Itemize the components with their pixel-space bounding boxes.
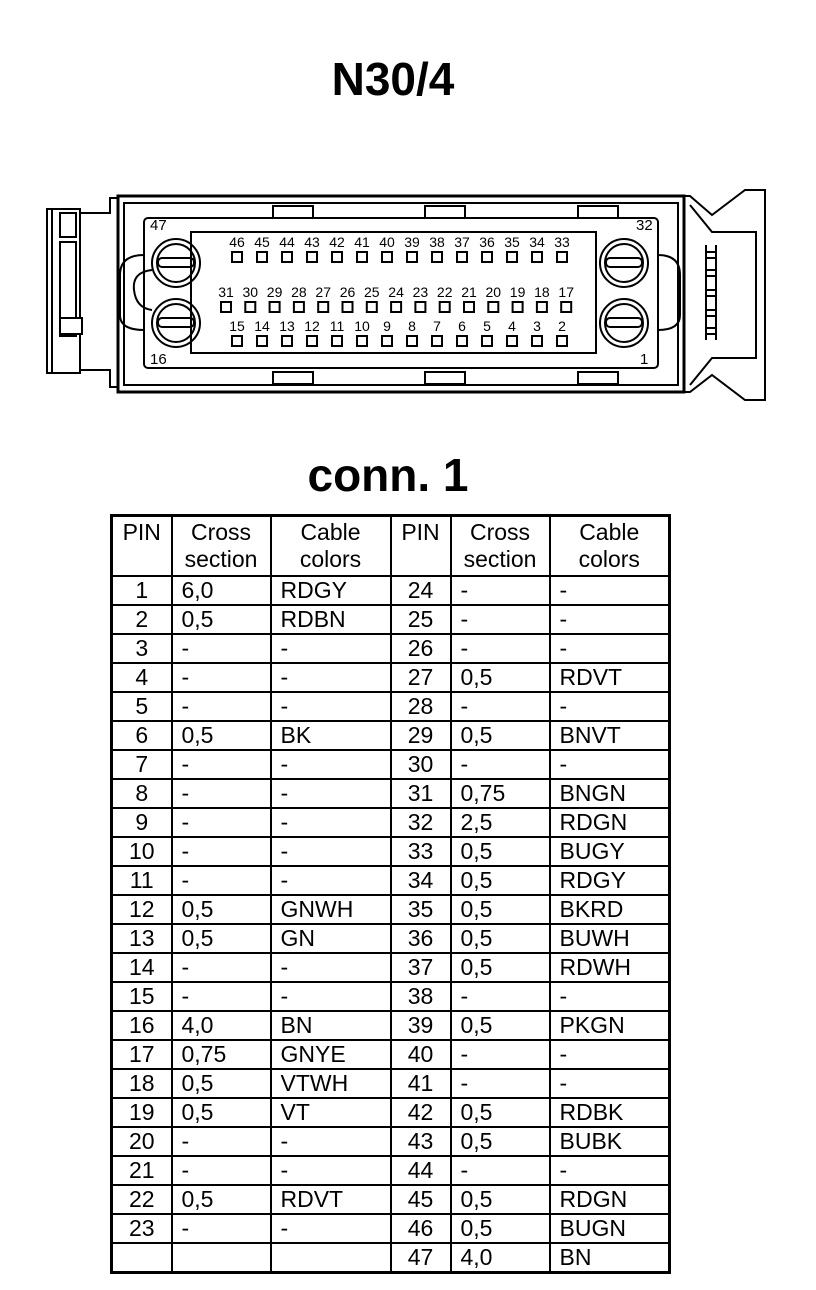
pin-socket [557,336,567,346]
table-row [112,779,670,808]
cell-pin-left: 4 [112,663,172,692]
cell-cross-section-right: 2,5 [451,808,550,837]
pin-number-label: 15 [229,318,245,334]
cell-pin-right: 46 [391,1214,451,1243]
cell-cable-color-right: - [550,576,670,605]
cell-cross-section-left: 0,75 [172,1040,271,1069]
pin-number-label: 39 [404,234,420,250]
pin-socket [382,252,392,262]
cell-cross-section-right: 0,5 [451,866,550,895]
pin-socket [457,336,467,346]
cell-cross-section-right: 0,5 [451,895,550,924]
table-row [112,1214,670,1243]
header-cable-colors-right: Cable colors [550,516,670,577]
cell-cable-color-left: BN [271,1011,391,1040]
pin-number-label: 4 [508,318,516,334]
pin-number-label: 23 [412,284,429,300]
pin-number-label: 43 [304,234,320,250]
cell-cross-section-right: - [451,576,550,605]
pin-socket [507,252,517,262]
pin-number-label: 31 [218,284,234,300]
cell-cross-section-right: 0,5 [451,1011,550,1040]
cell-pin-right: 41 [391,1069,451,1098]
cell-cross-section-right: - [451,692,550,721]
cell-cable-color-right: BUBK [550,1127,670,1156]
screw-bottom-right [600,299,648,347]
cell-cable-color-right: BNVT [550,721,670,750]
table-row [112,1011,670,1040]
cell-cable-color-right: BKRD [550,895,670,924]
cell-cross-section-left: - [172,837,271,866]
cell-cable-color-right: - [550,605,670,634]
screw-top-left [152,239,200,287]
table-row [112,1156,670,1185]
header-cross-section-right: Cross section [451,516,550,577]
cell-pin-right: 34 [391,866,451,895]
cell-pin-right: 38 [391,982,451,1011]
pin-socket [482,252,492,262]
cell-cross-section-right: - [451,634,550,663]
pin-socket [357,336,367,346]
table-row [112,692,670,721]
cell-pin-right: 37 [391,953,451,982]
pin-number-label: 19 [509,284,526,300]
cell-pin-left: 19 [112,1098,172,1127]
cell-cable-color-right: RDGN [550,1185,670,1214]
pin-socket [557,252,567,262]
table-row [112,982,670,1011]
cell-cable-color-left [271,1243,391,1273]
pin-number-label: 6 [458,318,466,334]
right-latch [684,190,765,400]
cell-pin-left: 2 [112,605,172,634]
pin-socket [257,252,267,262]
pin-socket [343,302,353,312]
table-row [112,866,670,895]
pin-socket [270,302,280,312]
pin-socket [507,336,517,346]
cell-cable-color-left: - [271,750,391,779]
cell-cable-color-left: - [271,837,391,866]
cell-pin-left: 20 [112,1127,172,1156]
cell-cross-section-right: 0,5 [451,953,550,982]
pin-socket [513,302,523,312]
cell-cross-section-right: - [451,982,550,1011]
corner-label-bottom-right: 1 [640,351,649,368]
cell-pin-left: 18 [112,1069,172,1098]
cell-cable-color-right: BN [550,1243,670,1273]
cell-cross-section-left: - [172,634,271,663]
diagram-title: N30/4 [331,53,455,105]
table-row [112,895,670,924]
cell-cross-section-right: 0,5 [451,1098,550,1127]
cell-pin-left: 6 [112,721,172,750]
cell-cross-section-right: - [451,1069,550,1098]
cell-cable-color-right: - [550,750,670,779]
cell-cross-section-right: - [451,1156,550,1185]
cell-pin-right: 28 [391,692,451,721]
pin-socket [282,252,292,262]
table-row [112,1098,670,1127]
pin-socket [221,302,231,312]
pin-socket [332,252,342,262]
pin-socket [245,302,255,312]
cell-cable-color-right: RDBK [550,1098,670,1127]
pin-number-label: 35 [504,234,520,250]
pin-assignment-table [110,514,671,1274]
cell-pin-left [112,1243,172,1273]
table-row [112,1127,670,1156]
pin-number-label: 28 [291,284,307,300]
cell-cable-color-right: RDWH [550,953,670,982]
cell-pin-right: 35 [391,895,451,924]
cell-cross-section-left: - [172,1127,271,1156]
cell-cable-color-right: - [550,982,670,1011]
table-row [112,634,670,663]
cell-pin-left: 9 [112,808,172,837]
cell-cable-color-left: - [271,779,391,808]
pin-socket [432,336,442,346]
cell-cable-color-left: - [271,1156,391,1185]
cell-cross-section-left: - [172,692,271,721]
pin-socket [532,336,542,346]
cell-cross-section-left [172,1243,271,1273]
cell-pin-right: 36 [391,924,451,953]
pin-number-label: 27 [315,284,331,300]
cell-cable-color-left: - [271,808,391,837]
pin-number-label: 42 [329,234,345,250]
cell-cable-color-right: RDVT [550,663,670,692]
cell-pin-right: 44 [391,1156,451,1185]
cell-cross-section-left: - [172,1156,271,1185]
pin-number-label: 36 [479,234,495,250]
cell-cross-section-left: 0,5 [172,605,271,634]
pin-number-label: 34 [529,234,545,250]
pin-socket [561,302,571,312]
pin-socket [232,252,242,262]
pin-socket [464,302,474,312]
cell-cross-section-right: 0,5 [451,721,550,750]
pin-number-label: 21 [461,284,477,300]
table-row [112,808,670,837]
cell-pin-left: 21 [112,1156,172,1185]
cell-cable-color-left: GNYE [271,1040,391,1069]
cell-cable-color-right: RDGY [550,866,670,895]
cell-pin-right: 40 [391,1040,451,1069]
cell-cross-section-right: - [451,750,550,779]
cell-pin-left: 1 [112,576,172,605]
table-row [112,1243,670,1273]
cell-cross-section-left: - [172,750,271,779]
cell-pin-left: 3 [112,634,172,663]
cell-pin-left: 13 [112,924,172,953]
pin-number-label: 2 [558,318,566,334]
pin-number-label: 18 [534,284,550,300]
pin-socket [432,252,442,262]
cell-pin-left: 10 [112,837,172,866]
cell-cable-color-right: RDGN [550,808,670,837]
pin-number-label: 20 [485,284,502,300]
pin-socket [282,336,292,346]
corner-label-top-left: 47 [150,217,167,234]
cell-pin-right: 29 [391,721,451,750]
pin-number-label: 38 [429,234,445,250]
connector-drawing [0,180,816,410]
cell-cable-color-right: - [550,1069,670,1098]
left-latch [47,198,118,387]
pin-socket [407,336,417,346]
cell-cross-section-right: 0,5 [451,837,550,866]
cell-pin-left: 16 [112,1011,172,1040]
cell-cross-section-left: - [172,953,271,982]
cell-cable-color-right: BUGY [550,837,670,866]
cell-cross-section-right: 0,5 [451,1185,550,1214]
cell-pin-right: 26 [391,634,451,663]
cell-pin-right: 47 [391,1243,451,1273]
table-row [112,750,670,779]
cell-cross-section-right: 0,5 [451,1127,550,1156]
cell-cable-color-left: - [271,866,391,895]
pin-number-label: 33 [554,234,570,250]
cell-pin-left: 23 [112,1214,172,1243]
pin-number-label: 22 [436,284,453,300]
cell-cable-color-left: - [271,663,391,692]
cell-cable-color-left: - [271,982,391,1011]
pin-socket [415,302,425,312]
cell-cable-color-left: GN [271,924,391,953]
cell-cable-color-right: PKGN [550,1011,670,1040]
pin-socket [482,336,492,346]
cell-cable-color-left: VT [271,1098,391,1127]
cell-cross-section-left: - [172,779,271,808]
table-row [112,663,670,692]
cell-cross-section-right: 0,5 [451,924,550,953]
cell-pin-left: 22 [112,1185,172,1214]
cell-pin-right: 45 [391,1185,451,1214]
cell-pin-left: 14 [112,953,172,982]
cell-cable-color-left: - [271,634,391,663]
cell-cable-color-left: RDBN [271,605,391,634]
header-cable-colors-left: Cable colors [271,516,391,577]
cell-cross-section-left: 0,5 [172,1098,271,1127]
cell-cross-section-right: - [451,1040,550,1069]
cell-cross-section-left: 0,5 [172,924,271,953]
pin-socket [457,252,467,262]
pin-number-label: 40 [379,234,395,250]
cell-pin-right: 27 [391,663,451,692]
pin-socket [307,336,317,346]
cell-cross-section-left: 4,0 [172,1011,271,1040]
pin-socket [440,302,450,312]
cell-cable-color-left: BK [271,721,391,750]
cell-cross-section-right: 0,75 [451,779,550,808]
pin-number-label: 26 [339,284,356,300]
pin-number-label: 45 [254,234,270,250]
cell-cable-color-left: - [271,953,391,982]
cell-cross-section-right: 0,5 [451,1214,550,1243]
corner-label-bottom-left: 16 [150,351,167,368]
pin-number-label: 9 [383,318,391,334]
connector-label: conn. 1 [307,449,469,501]
cell-cross-section-left: 0,5 [172,1069,271,1098]
cell-cable-color-left: RDVT [271,1185,391,1214]
pin-socket [391,302,401,312]
cell-cable-color-left: - [271,692,391,721]
cell-pin-left: 17 [112,1040,172,1069]
cell-cross-section-left: 0,5 [172,721,271,750]
table-row [112,1040,670,1069]
pin-socket [382,336,392,346]
cell-pin-right: 32 [391,808,451,837]
cell-cable-color-left: - [271,1127,391,1156]
cell-cable-color-right: - [550,1040,670,1069]
cell-pin-left: 7 [112,750,172,779]
pin-socket [407,252,417,262]
pin-number-label: 24 [388,284,404,300]
pin-number-label: 29 [266,284,283,300]
pin-socket [367,302,377,312]
cell-pin-right: 24 [391,576,451,605]
cell-pin-left: 15 [112,982,172,1011]
cell-cross-section-left: 0,5 [172,895,271,924]
table-row [112,605,670,634]
pin-number-label: 10 [354,318,370,334]
corner-label-top-right: 32 [636,217,653,234]
table-row [112,924,670,953]
cell-cross-section-right: 4,0 [451,1243,550,1273]
cell-cable-color-right: BUWH [550,924,670,953]
table-row [112,1069,670,1098]
cell-cable-color-right: - [550,692,670,721]
header-pin-left: PIN [112,516,172,577]
cell-pin-right: 43 [391,1127,451,1156]
screw-bottom-left [152,299,200,347]
cell-cross-section-left: - [172,1214,271,1243]
pin-number-label: 3 [533,318,541,334]
pin-number-label: 14 [254,318,270,334]
cell-pin-left: 8 [112,779,172,808]
screw-top-right [600,239,648,287]
pin-number-label: 12 [304,318,320,334]
table-row [112,837,670,866]
pin-socket [294,302,304,312]
cell-cross-section-left: 6,0 [172,576,271,605]
pin-number-label: 37 [454,234,470,250]
pin-socket [357,252,367,262]
pin-socket [318,302,328,312]
cell-cable-color-left: RDGY [271,576,391,605]
pin-socket [307,252,317,262]
pin-socket [232,336,242,346]
pin-socket [537,302,547,312]
header-cross-section-left: Cross section [172,516,271,577]
cell-cable-color-left: GNWH [271,895,391,924]
pin-number-label: 25 [364,284,380,300]
pin-number-label: 17 [558,284,574,300]
cell-cable-color-right: - [550,1156,670,1185]
cell-cross-section-left: - [172,866,271,895]
pin-number-label: 11 [329,318,345,334]
cell-cross-section-right: 0,5 [451,663,550,692]
cell-cable-color-right: BNGN [550,779,670,808]
pin-number-label: 13 [279,318,295,334]
pin-number-label: 7 [433,318,441,334]
cell-pin-right: 39 [391,1011,451,1040]
cell-pin-right: 31 [391,779,451,808]
cell-cross-section-left: - [172,663,271,692]
pin-number-label: 8 [408,318,416,334]
pin-number-label: 5 [483,318,491,334]
table-row [112,576,670,605]
cell-cross-section-right: - [451,605,550,634]
cell-pin-right: 42 [391,1098,451,1127]
cell-cable-color-right: BUGN [550,1214,670,1243]
cell-pin-right: 25 [391,605,451,634]
cell-cable-color-right: - [550,634,670,663]
cell-cable-color-left: - [271,1214,391,1243]
cell-pin-right: 33 [391,837,451,866]
pin-socket [257,336,267,346]
pin-number-label: 44 [279,234,295,250]
cell-pin-right: 30 [391,750,451,779]
table-row [112,953,670,982]
cell-pin-left: 12 [112,895,172,924]
cell-pin-left: 5 [112,692,172,721]
cell-cross-section-left: - [172,982,271,1011]
pin-number-label: 41 [354,234,370,250]
pin-socket [532,252,542,262]
table-header-row [112,516,670,577]
cell-cross-section-left: 0,5 [172,1185,271,1214]
table-row [112,721,670,750]
pin-number-label: 30 [242,284,259,300]
cell-cross-section-left: - [172,808,271,837]
pin-socket [488,302,498,312]
header-pin-right: PIN [391,516,451,577]
pin-socket [332,336,342,346]
cell-cable-color-left: VTWH [271,1069,391,1098]
table-row [112,1185,670,1214]
cell-pin-left: 11 [112,866,172,895]
pin-number-label: 46 [229,234,245,250]
